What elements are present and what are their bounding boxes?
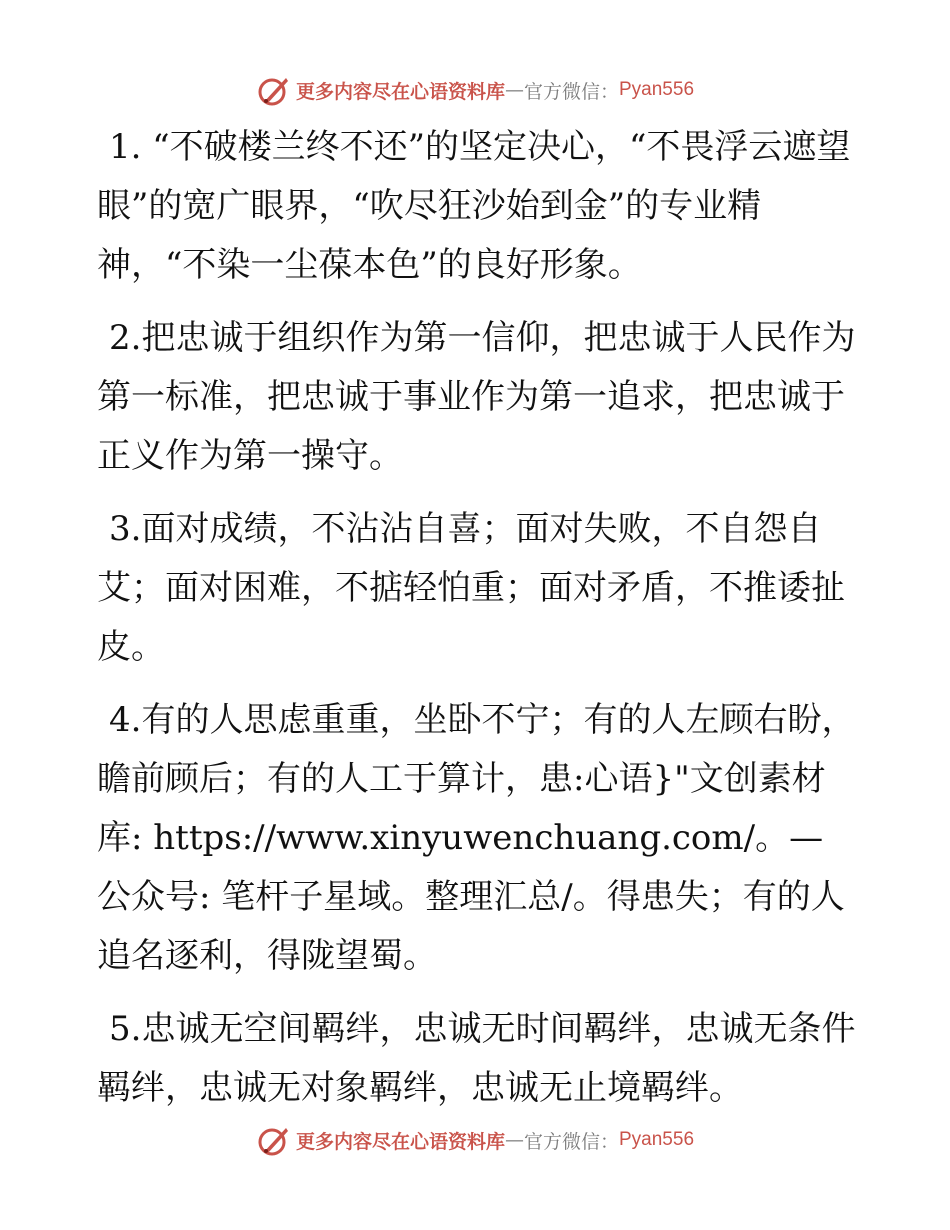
header-watermark	[0, 70, 950, 110]
paragraph-3: 3.面对成绩，不沾沾自喜；面对失败，不自怨自艾；面对困难，不掂轻怕重；面对矛盾，不推诿扯皮。	[97, 509, 845, 667]
paragraph-5: 5.忠诚无空间羁绊，忠诚无时间羁绊，忠诚无条件羁绊，忠诚无对象羁绊，忠诚无止境羁绊。	[97, 1009, 856, 1108]
footer-separator: —	[504, 1129, 524, 1151]
paragraph-1: 1. “不破楼兰终不还”的坚定决心，“不畏浮云遮望眼”的宽广眼界，“吹尽狂沙始到金”的专业精神，“不染一尘葆本色”的良好形象。	[97, 127, 851, 285]
quill-pen-logo-icon	[256, 1122, 292, 1158]
quill-pen-logo-icon	[256, 72, 292, 108]
document-body	[97, 118, 857, 1132]
header-wechat-id: Pyan556	[619, 79, 695, 100]
footer-official-label: 官方微信：	[523, 1130, 619, 1153]
header-official-label: 官方微信：	[523, 80, 619, 103]
header-separator: —	[504, 79, 524, 101]
header-brand-text: 更多内容尽在心语资料库	[295, 80, 505, 103]
paragraph-2: 2.把忠诚于组织作为第一信仰，把忠诚于人民作为第一标准，把忠诚于事业作为第一追求，把忠诚于正义作为第一操守。	[97, 318, 856, 476]
footer-wechat-id: Pyan556	[619, 1129, 695, 1150]
footer-watermark	[0, 1120, 950, 1160]
footer-brand-text: 更多内容尽在心语资料库	[295, 1130, 505, 1153]
paragraph-4: 4.有的人思虑重重，坐卧不宁；有的人左顾右盼，瞻前顾后；有的人工于算计，患:心语}"文创素材库: https://www.xinyuwenchuang.com/。—公众号: 笔杆子星域。整理汇总/。得患失；有的人追名逐利，得陇望蜀。	[97, 700, 856, 976]
